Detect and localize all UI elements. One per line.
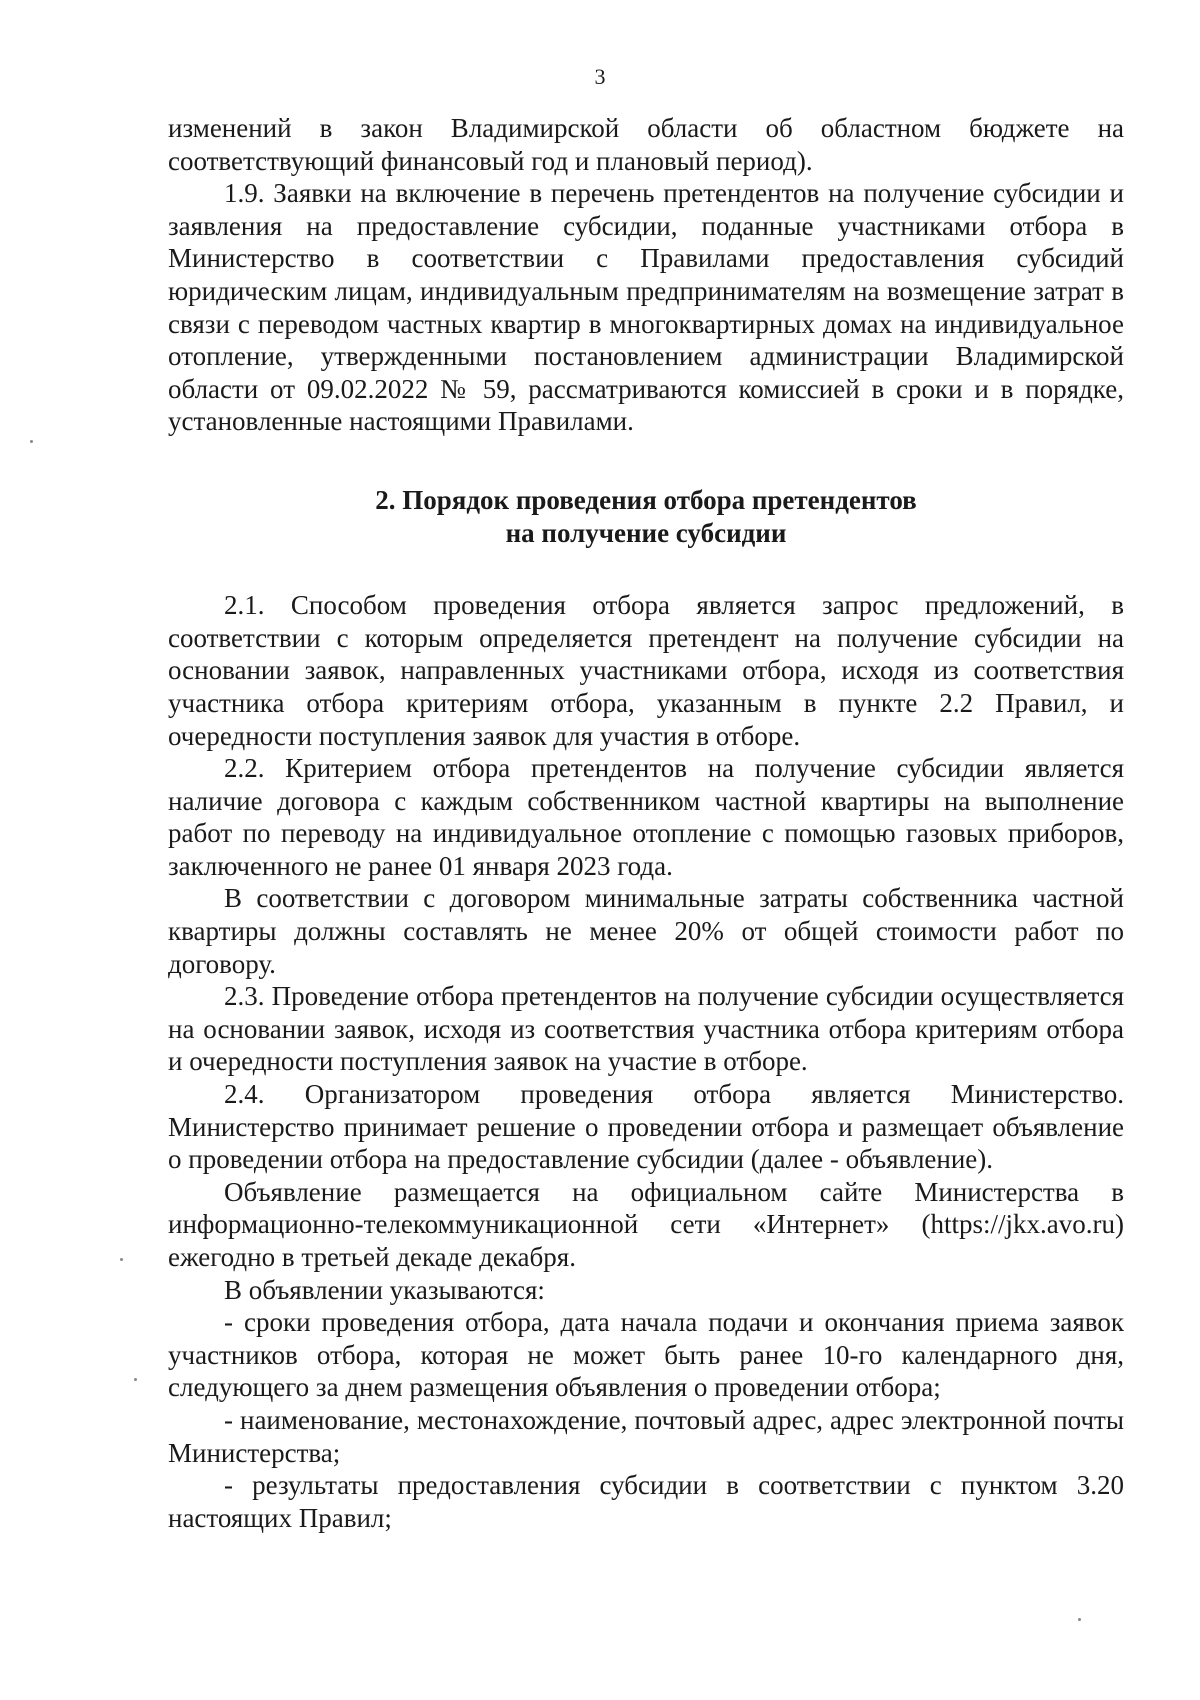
scan-speck (1078, 1618, 1081, 1621)
scan-speck (120, 1258, 123, 1261)
list-item-ministry-details: - наименование, местонахождение, почтовый адрес, адрес электронной почты Министерства; (168, 1404, 1124, 1468)
paragraph-2-3: 2.3. Проведение отбора претендентов на получение субсидии осуществляется на основании заявок, исходя из соответствия участника отбора критериям отбора и очередности поступления заявок на участие в отборе. (168, 981, 1124, 1077)
list-item-deadlines: - сроки проведения отбора, дата начала подачи и окончания приема заявок участников отбора, которая не может быть ранее 10-го календарного дня, следующего за днем размещения объявления о проведении отбора; (168, 1307, 1124, 1403)
section-heading-line-1: 2. Порядок проведения отбора претендентов (375, 484, 917, 515)
paragraph-continuation: изменений в закон Владимирской области об областном бюджете на соответствующий финансовый год и плановый период). (168, 113, 1124, 176)
paragraph-2-2: 2.2. Критерием отбора претендентов на получение субсидии является наличие договора с каждым собственником частной квартиры на выполнение работ по переводу на индивидуальное отопление с помощью газовых приборов, заключенного не ранее 01 января 2023 года. (168, 753, 1124, 881)
scan-speck (134, 1378, 137, 1381)
page-number: 3 (594, 64, 606, 89)
paragraph-2-1: 2.1. Способом проведения отбора является запрос предложений, в соответствии с которым определяется претендент на получение субсидии на основании заявок, направленных участниками отбора, исходя из соответствия участника отбора критериям отбора, указанным в пункте 2.2 Правил, и очередности поступления заявок для участия в отборе. (168, 590, 1124, 751)
paragraph-2-2-cost: В соответствии с договором минимальные затраты собственника частной квартиры должны составлять не менее 20% от общей стоимости работ по договору. (168, 883, 1124, 979)
section-heading (168, 484, 1124, 549)
paragraph-1-9: 1.9. Заявки на включение в перечень претендентов на получение субсидии и заявления на предоставление субсидии, поданные участниками отбора в Министерство в соответствии с Правилами предоставления субсидий юридическим лицам, индивидуальным предпринимателям на возмещение затрат в связи с переводом частных квартир в многоквартирных домах на индивидуальное отопление, утвержденными постановлением администрации Владимирской области от 09.02.2022 № 59, рассматриваются комиссией в сроки и в порядке, установленные настоящими Правилами. (168, 178, 1124, 437)
paragraph-announcement: Объявление размещается на официальном сайте Министерства в информационно-телекоммуникационной сети «Интернет» (https://jkx.avo.ru) ежегодно в третьей декаде декабря. (168, 1176, 1124, 1272)
scan-speck (30, 440, 33, 443)
paragraph-2-4: 2.4. Организатором проведения отбора является Министерство. Министерство принимает решение о проведении отбора и размещает объявление о проведении отбора на предоставление субсидии (далее - объявление). (168, 1079, 1124, 1175)
paragraph-announcement-contents: В объявлении указываются: (224, 1274, 545, 1305)
list-item-results: - результаты предоставления субсидии в соответствии с пунктом 3.20 настоящих Правил; (168, 1470, 1124, 1533)
section-heading-line-2: на получение субсидии (505, 517, 787, 548)
document-body (168, 112, 1124, 1534)
